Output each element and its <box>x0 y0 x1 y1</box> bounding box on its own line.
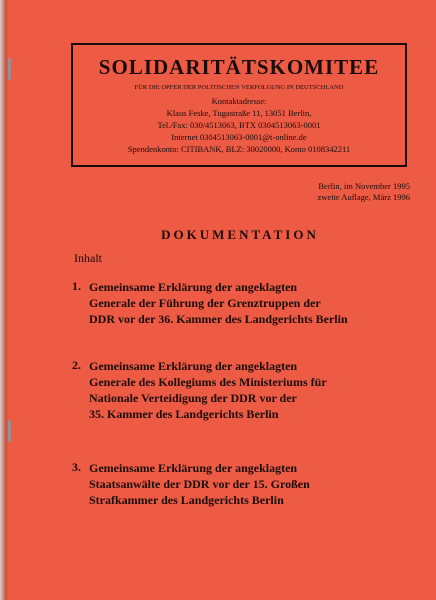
contents-label: Inhalt <box>74 251 102 265</box>
toc-line: Staatsanwälte der DDR vor der 15. Großen <box>89 477 310 491</box>
toc-number: 1. <box>72 279 81 293</box>
edition-line: zweite Auflage, März 1996 <box>317 192 410 202</box>
toc-line: Generale der Führung der Grenztruppen der <box>89 296 321 310</box>
toc-line: 35. Kammer des Landgerichts Berlin <box>89 407 279 421</box>
committee-title: SOLIDARITÄTSKOMITEE <box>98 55 380 79</box>
toc-line: Gemeinsame Erklärung der angeklagten <box>89 461 298 475</box>
staple-mark <box>8 420 11 442</box>
toc-line: Nationale Verteidigung der DDR vor der <box>89 391 297 405</box>
letterhead-box <box>71 43 407 167</box>
contact-address: Klaus Feske, Tugastraße 11, 13051 Berlin, <box>166 108 312 118</box>
toc-line: DDR vor der 36. Kammer des Landgerichts Berlin <box>89 312 348 326</box>
toc-line: Strafkammer des Landgerichts Berlin <box>89 493 284 507</box>
staple-mark <box>8 58 11 80</box>
contact-phone: Tel./Fax: 030/4513063, BTX 0304513063-0001 <box>157 120 321 130</box>
toc-number: 3. <box>72 460 81 474</box>
toc-line: Gemeinsame Erklärung der angeklagten <box>89 280 298 294</box>
binding-edge <box>0 0 8 600</box>
toc-text <box>89 460 409 508</box>
toc-number: 2. <box>72 358 81 372</box>
committee-subtitle: FÜR DIE OPFER DER POLITISCHEN VERFOLGUNG IN DEUTSCHLAND <box>134 84 344 91</box>
toc-text <box>89 279 409 327</box>
date-line: Berlin, im November 1995 <box>318 181 410 191</box>
contact-heading: Kontaktadresse: <box>211 96 267 106</box>
contact-bank-account: Spendenkonto: CITIBANK, BLZ: 30020000, Konto 0108342211 <box>127 144 351 154</box>
toc-line: Generale des Kollegiums des Ministeriums für <box>89 375 327 389</box>
document-heading: DOKUMENTATION <box>161 227 319 242</box>
contact-email: Internet 0304513063-0001@t-online.de <box>171 132 307 142</box>
toc-text <box>89 358 409 422</box>
toc-line: Gemeinsame Erklärung der angeklagten <box>89 359 298 373</box>
